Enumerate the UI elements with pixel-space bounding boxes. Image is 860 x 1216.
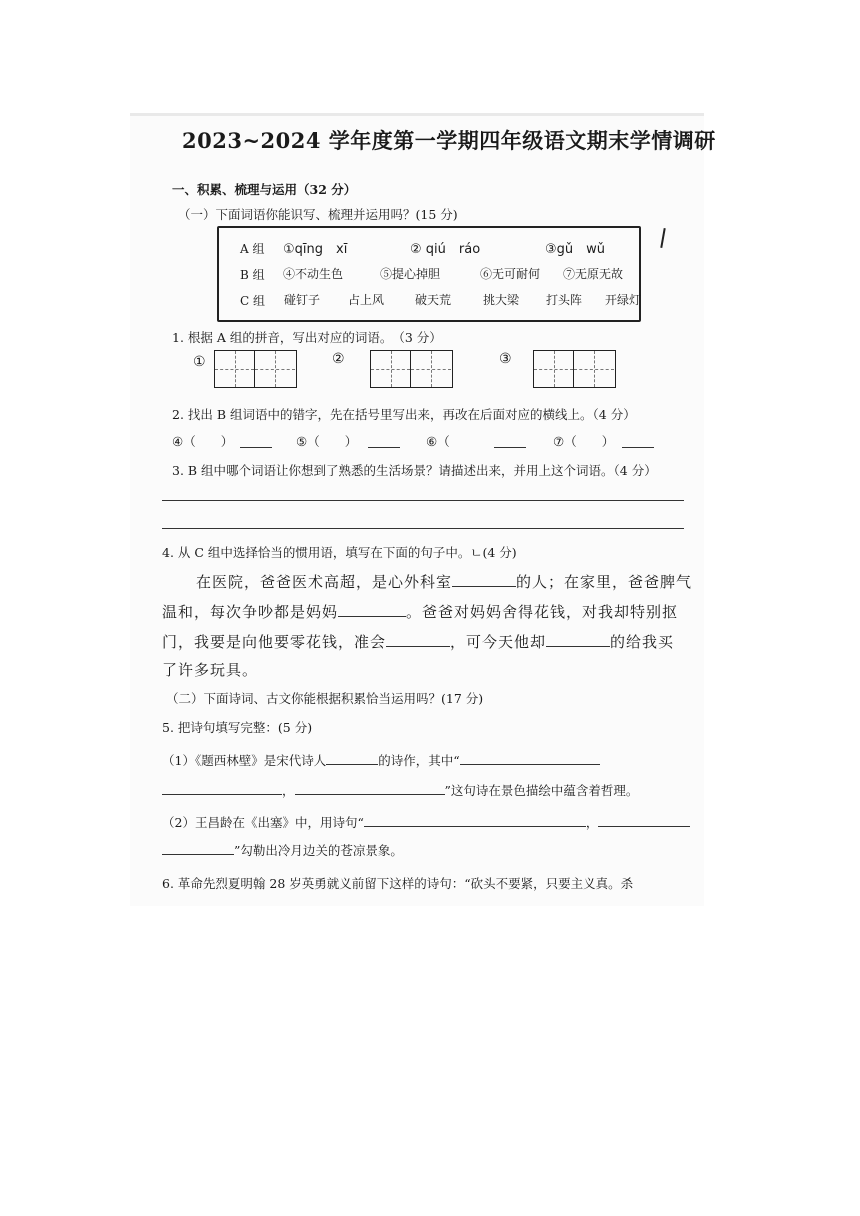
fill-blank[interactable] (364, 812, 586, 827)
fill-blank[interactable] (295, 780, 445, 795)
tianzi-grid-1[interactable] (214, 350, 297, 388)
answer-marker: ① (193, 354, 206, 370)
fill-blank[interactable] (386, 632, 450, 647)
word-item: ⑦无原无故 (563, 267, 624, 281)
correction-slot-5: ⑤（ ） (296, 434, 358, 449)
word-item: ④不动生色 (283, 267, 344, 281)
correction-slot-4: ④（ ） (172, 434, 234, 449)
paragraph-line-2: 温和，每次争吵都是妈妈 。爸爸对妈妈舍得花钱，对我却特别抠 (162, 603, 679, 621)
pinyin-item: ①qīng xī (283, 242, 348, 257)
answer-line[interactable] (240, 447, 272, 448)
part2-heading: （二）下面诗词、古文你能根据积累恰当运用吗？(17 分) (166, 691, 484, 706)
question-4: 4. 从 C 组中选择恰当的惯用语，填写在下面的句子中。ㄴ(4 分) (162, 545, 517, 560)
paragraph-line-4: 了许多玩具。 (162, 661, 259, 679)
part1-heading: （一）下面词语你能识写、梳理并运用吗？(15 分) (178, 207, 458, 222)
fill-blank[interactable] (598, 812, 690, 827)
idiom-item: 打头阵 (546, 293, 583, 307)
idiom-item: 破天荒 (415, 293, 452, 307)
word-item: ⑤提心掉胆 (380, 267, 441, 281)
answer-marker: ③ (499, 351, 512, 367)
row-b-label: B 组 (240, 268, 265, 282)
idiom-item: 挑大梁 (483, 293, 520, 307)
question-5: 5. 把诗句填写完整：(5 分) (162, 720, 313, 735)
answer-line[interactable] (494, 447, 526, 448)
tianzi-grid-3[interactable] (533, 350, 616, 388)
answer-line[interactable] (368, 447, 400, 448)
paragraph-line-1: 在医院，爸爸医术高超，是心外科室 的人；在家里，爸爸脾气 (196, 573, 693, 591)
paragraph-line-3: 门，我要是向他要零花钱，准会 ，可今天他却 的给我买 (162, 633, 675, 651)
correction-slot-6: ⑥（ (426, 434, 450, 449)
fill-blank[interactable] (460, 750, 600, 765)
answer-line[interactable] (622, 447, 654, 448)
pinyin-item: ③gǔ wǔ (545, 242, 606, 257)
fill-blank[interactable] (546, 632, 610, 647)
row-c-label: C 组 (240, 294, 265, 308)
question-5-2: （2）王昌龄在《出塞》中，用诗句“ ， (162, 812, 690, 831)
fill-blank[interactable] (162, 780, 282, 795)
question-1: 1. 根据 A 组的拼音，写出对应的词语。 （3 分） (172, 330, 442, 345)
word-item: ⑥无可耐何 (480, 267, 541, 281)
question-5-1: （1）《题西林壁》是宋代诗人 的诗作，其中“ (162, 750, 600, 769)
correction-slot-7: ⑦（ ） (553, 434, 615, 449)
fill-blank[interactable] (326, 750, 378, 765)
writing-line[interactable] (162, 500, 684, 501)
idiom-item: 开绿灯 (605, 293, 642, 307)
question-2: 2. 找出 B 组词语中的错字，先在括号里写出来，再改在后面对应的横线上。（4 分） (172, 407, 636, 422)
idiom-item: 碰钉子 (284, 293, 321, 307)
answer-marker: ② (332, 351, 345, 367)
question-6: 6. 革命先烈夏明翰 28 岁英勇就义前留下这样的诗句：“砍头不要紧，只要主义真。杀 (162, 876, 634, 891)
section-heading: 一、积累、梳理与运用（32 分） (172, 182, 357, 197)
question-5-1-cont: ， ”这句诗在景色描绘中蕴含着哲理。 (162, 780, 638, 799)
fill-blank[interactable] (162, 840, 234, 855)
question-3: 3. B 组中哪个词语让你想到了熟悉的生活场景？请描述出来，并用上这个词语。（4 分） (172, 463, 657, 478)
idiom-item: 占上风 (348, 293, 385, 307)
tianzi-grid-2[interactable] (370, 350, 453, 388)
question-5-2-cont: ”勾勒出冷月边关的苍凉景象。 (162, 840, 403, 859)
writing-line[interactable] (162, 528, 684, 529)
page-title: 2023~2024 学年度第一学期四年级语文期末学情调研 (182, 128, 716, 153)
fill-blank[interactable] (452, 572, 516, 587)
row-a-label: A 组 (240, 242, 265, 256)
fill-blank[interactable] (338, 602, 406, 617)
pinyin-item: ② qiú ráo (410, 242, 481, 257)
